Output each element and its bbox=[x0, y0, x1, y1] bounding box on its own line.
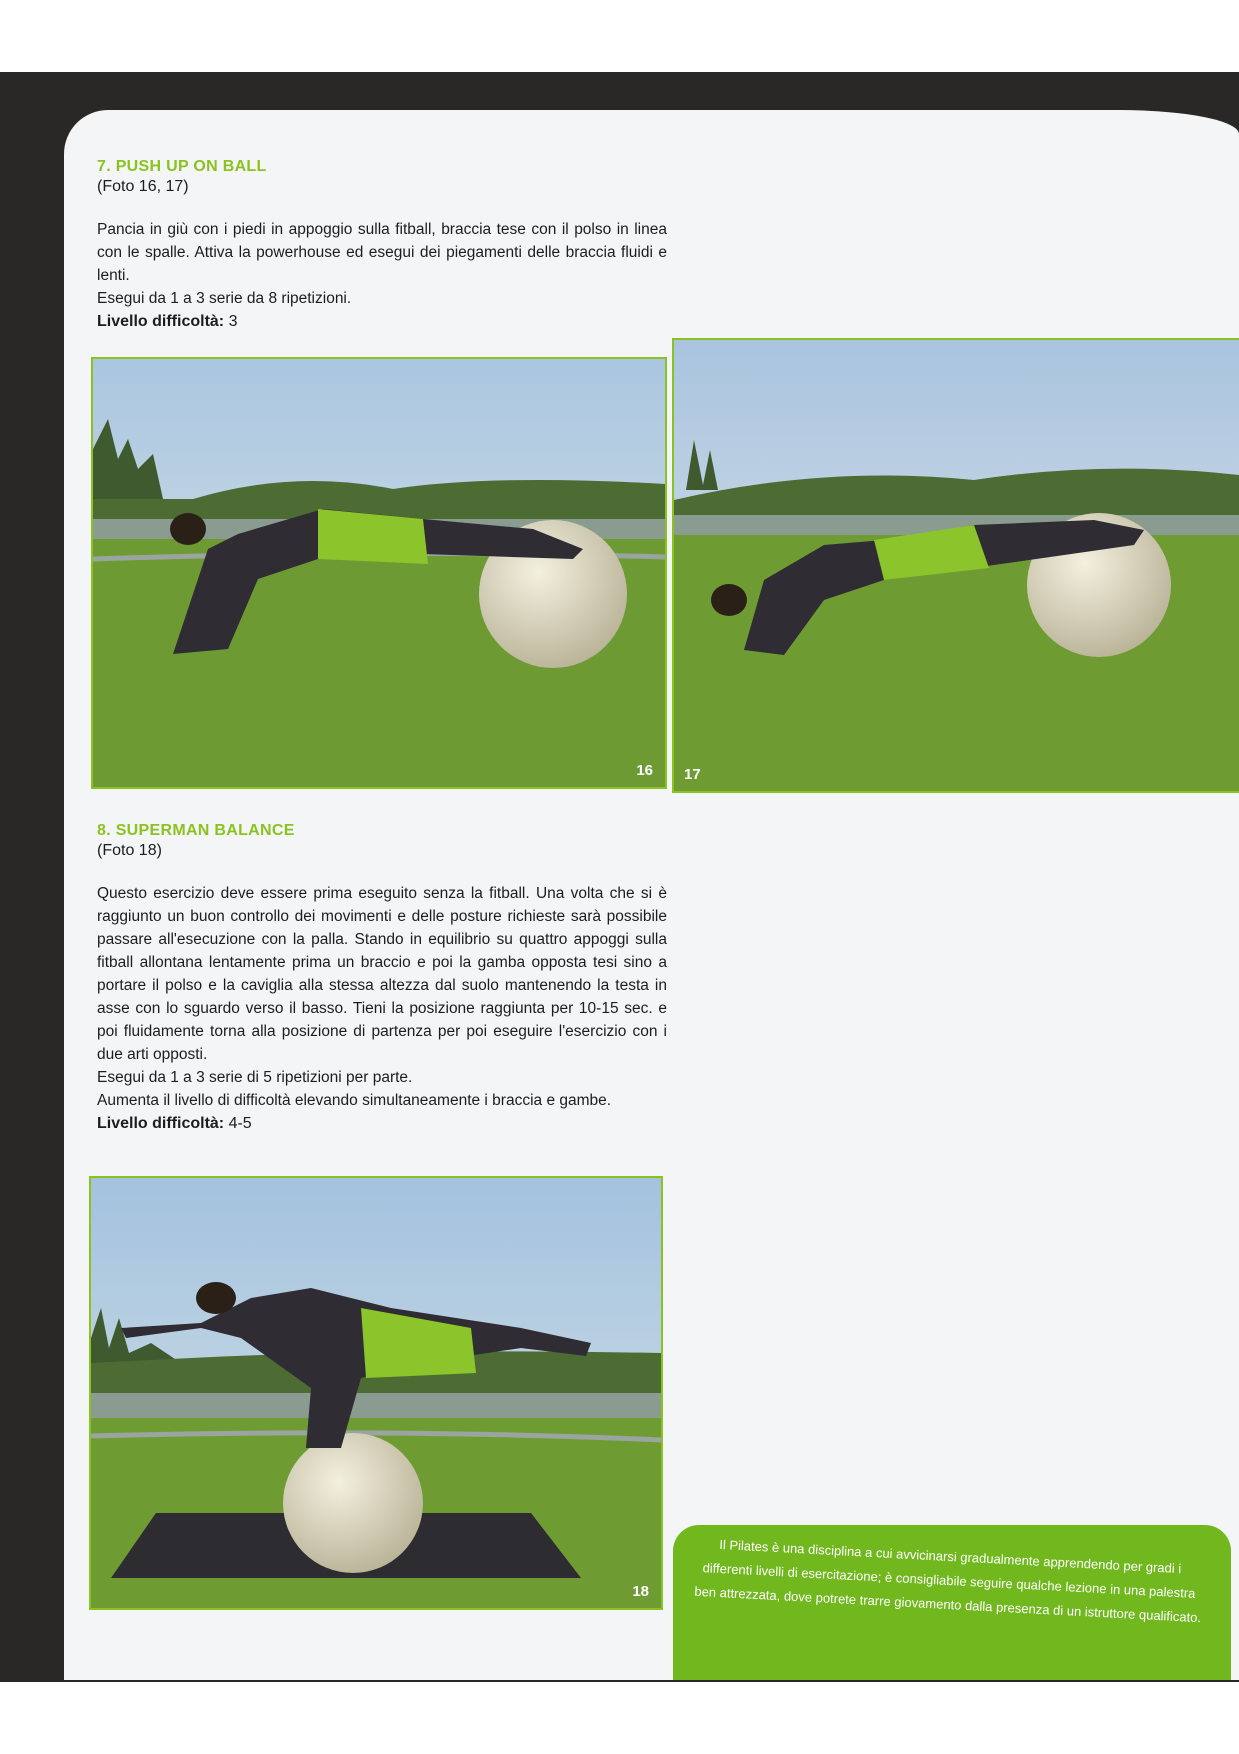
section-progression: Aumenta il livello di difficoltà elevando simultaneamente i braccia e gambe. bbox=[97, 1092, 612, 1109]
photo-17-illustration bbox=[674, 340, 1239, 791]
difficulty-label: Livello difficoltà: bbox=[97, 313, 225, 330]
difficulty-level bbox=[97, 1112, 667, 1135]
photo-17 bbox=[672, 338, 1239, 793]
photo-18 bbox=[89, 1176, 663, 1610]
difficulty-value: 4-5 bbox=[224, 1115, 252, 1132]
photo-reference: (Foto 18) bbox=[97, 842, 162, 859]
difficulty-value: 3 bbox=[224, 313, 238, 330]
photo-reference: (Foto 16, 17) bbox=[97, 178, 189, 195]
section-body: Pancia in giù con i piedi in appoggio sulla fitball, braccia tese con il polso in linea con le spalle. Attiva la powerhouse ed esegui dei piegamenti delle braccia fluidi e lenti. bbox=[97, 221, 667, 284]
photo-16 bbox=[91, 357, 667, 789]
section-sets: Esegui da 1 a 3 serie da 8 ripetizioni. bbox=[97, 290, 352, 307]
section-superman-balance bbox=[97, 822, 667, 1135]
photo-18-illustration bbox=[91, 1178, 661, 1608]
pilates-tip-box bbox=[673, 1525, 1231, 1680]
section-title: 8. SUPERMAN BALANCE bbox=[97, 822, 295, 839]
photo-number: 17 bbox=[684, 766, 701, 783]
tip-text: Il Pilates è una disciplina a cui avvicinarsi gradualmente apprendendo per gradi i differenti livelli di esercitazione; è consigliabile seguire qualche lezione in una palestra ben attrezzata, dove potrete trarre giovamento dalla presenza di un istruttore qualificato. bbox=[694, 1536, 1202, 1626]
section-push-up-on-ball bbox=[97, 158, 667, 333]
photo-number: 18 bbox=[632, 1583, 649, 1600]
section-body: Questo esercizio deve essere prima eseguito senza la fitball. Una volta che si è raggiunto un buon controllo dei movimenti e delle posture richieste sarà possibile passare all'esecuzione con la palla. Stando in equilibrio su quattro appoggi sulla fitball allontana lentamente prima un braccio e poi la gamba opposta tesi sino a portare il polso e la caviglia alla stessa altezza dal suolo mantenendo la testa in asse con lo sguardo verso il basso. Tieni la posizione raggiunta per 10-15 sec. e poi fluidamente torna alla posizione di partenza per poi eseguire l'esercizio con i due arti opposti. bbox=[97, 885, 667, 1063]
photo-16-illustration bbox=[93, 359, 665, 787]
difficulty-level bbox=[97, 310, 667, 333]
difficulty-label: Livello difficoltà: bbox=[97, 1115, 225, 1132]
photo-number: 16 bbox=[636, 762, 653, 779]
section-title: 7. PUSH UP ON BALL bbox=[97, 158, 267, 175]
section-sets: Esegui da 1 a 3 serie di 5 ripetizioni per parte. bbox=[97, 1069, 413, 1086]
